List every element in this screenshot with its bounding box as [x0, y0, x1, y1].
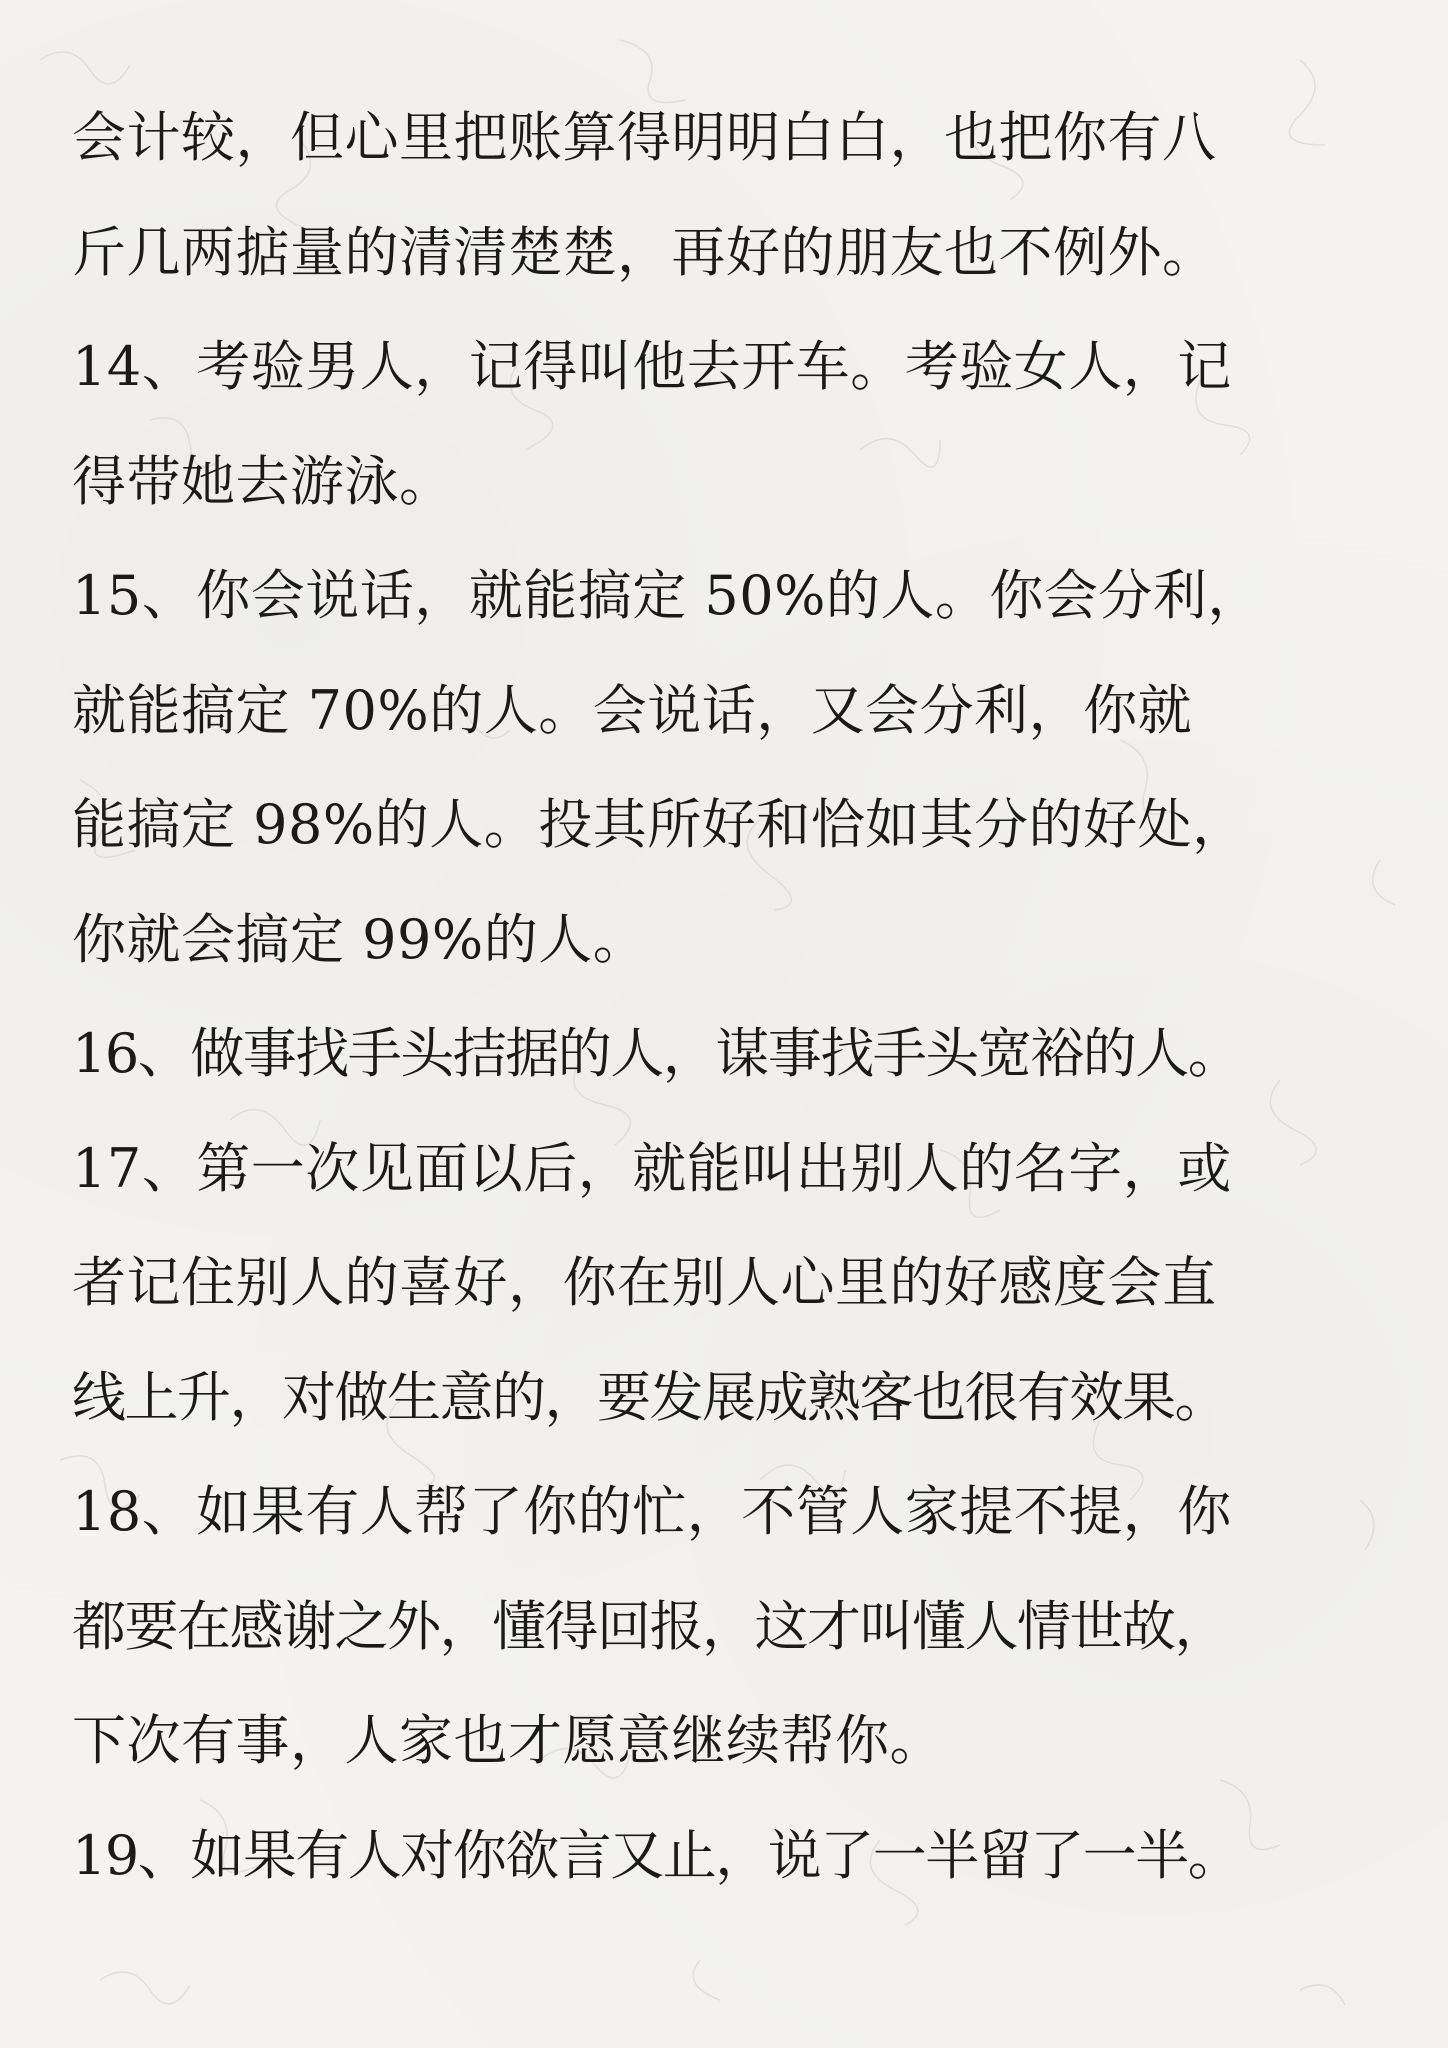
text-line-7: 能搞定 98%的人。投其所好和恰如其分的好处， [72, 793, 1247, 856]
text-line-5: 15、你会说话，就能搞定 50%的人。你会分利， [72, 564, 1262, 627]
text-line-3: 14、考验男人，记得叫他去开车。考验女人，记 [72, 335, 1232, 398]
text-line-10: 17、第一次见面以后，就能叫出别人的名字，或 [72, 1136, 1232, 1200]
text-line-12: 线上升，对做生意的，要发展成熟客也很有效果。 [72, 1365, 1227, 1429]
text-line-13: 18、如果有人帮了你的忙，不管人家提不提，你 [72, 1480, 1232, 1543]
text-line-15: 下次有事，人家也才愿意继续帮你。 [72, 1709, 944, 1772]
text-line-8: 你就会搞定 99%的人。 [72, 907, 648, 971]
text-line-9: 16、做事找手头拮据的人，谋事找手头宽裕的人。 [72, 1022, 1241, 1085]
text-line-6: 就能搞定 70%的人。会说话，又会分利，你就 [72, 678, 1193, 742]
text-line-11: 者记住别人的喜好，你在别人心里的好感度会直 [72, 1251, 1217, 1314]
text-line-4: 得带她去游泳。 [72, 449, 454, 513]
document-body [72, 88, 1382, 1920]
text-line-2: 斤几两掂量的清清楚楚，再好的朋友也不例外。 [72, 220, 1217, 284]
text-line-16: 19、如果有人对你欲言又止，说了一半留了一半。 [72, 1823, 1241, 1887]
text-line-14: 都要在感谢之外，懂得回报，这才叫懂人情世故， [72, 1594, 1227, 1658]
text-line-1: 会计较，但心里把账算得明明白白，也把你有八 [72, 106, 1217, 169]
